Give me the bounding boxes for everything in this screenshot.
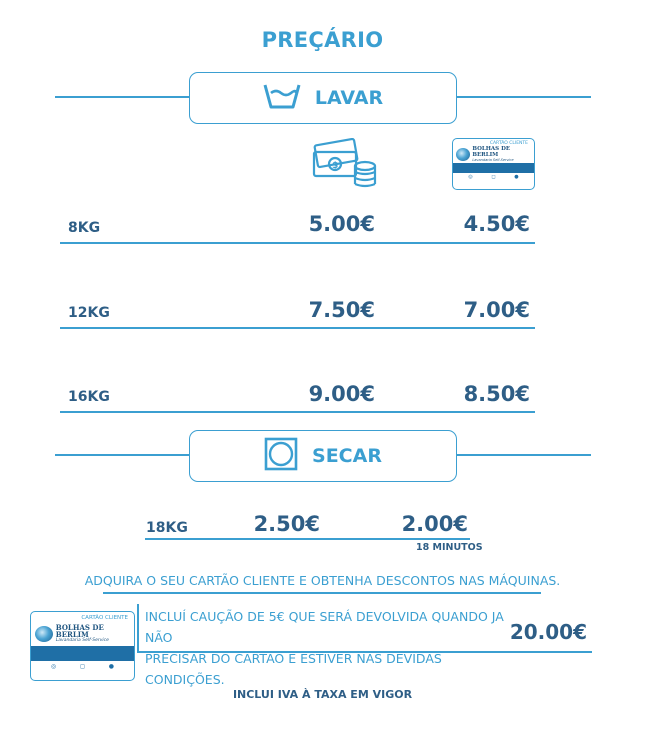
- card-price: 20.00€: [509, 620, 587, 644]
- client-card-image: [30, 611, 135, 681]
- price-12kg: 7.50€: [308, 298, 375, 322]
- card-info-band: [453, 163, 534, 173]
- vat-note: INCLUI IVA À TAXA EM VIGOR: [232, 688, 413, 701]
- section-divider-left: [55, 454, 190, 456]
- card-logo: [456, 148, 470, 161]
- web-icon: ◎: [50, 663, 57, 670]
- wash-tub-icon: [263, 82, 301, 114]
- client-card-image: [452, 138, 535, 190]
- card-info-band: [31, 646, 134, 661]
- row-divider: [60, 411, 535, 413]
- card-tagline: Lavandaria Self-Service: [55, 638, 109, 643]
- page-title: PREÇÁRIO: [261, 28, 384, 52]
- promo-text: ADQUIRA O SEU CARTÃO CLIENTE E OBTENHA DESCONTOS NAS MÁQUINAS.: [84, 573, 561, 588]
- deposit-line-2: PRECISAR DO CARTÃO E ESTIVER NAS DEVIDAS CONDIÇÕES.: [145, 651, 442, 687]
- row-divider: [145, 538, 470, 540]
- section-divider-right: [457, 96, 591, 98]
- facebook-icon: ●: [108, 663, 115, 670]
- row-label-8kg: 8KG: [68, 220, 101, 236]
- facebook-icon: ●: [514, 174, 519, 180]
- section-header-secar: [189, 430, 457, 482]
- card-header: CARTÃO CLIENTE: [489, 141, 528, 146]
- promo-underline: [103, 592, 541, 594]
- card-price-18kg: 2.00€: [401, 512, 468, 536]
- card-price-16kg: 8.50€: [463, 382, 530, 406]
- row-label-16kg: 16KG: [68, 389, 110, 405]
- section-label-lavar: LAVAR: [314, 87, 384, 109]
- card-tagline: Lavandaria Self-Service: [472, 158, 514, 162]
- card-price-8kg: 4.50€: [463, 212, 530, 236]
- tumble-dry-icon: [264, 437, 298, 475]
- cash-icon: [312, 138, 380, 194]
- card-brand: BOLHAS DE BERLIM: [472, 146, 511, 158]
- instagram-icon: ◻: [79, 663, 85, 670]
- deposit-note: [145, 606, 515, 690]
- card-price-12kg: 7.00€: [463, 298, 530, 322]
- price-18kg: 2.50€: [253, 512, 320, 536]
- section-divider-right: [457, 454, 591, 456]
- section-divider-left: [55, 96, 190, 98]
- web-icon: ◎: [468, 174, 473, 180]
- deposit-line-1: INCLUÍ CAUÇÃO DE 5€ QUE SERÁ DEVOLVIDA QUANDO JA NÃO: [145, 609, 504, 645]
- price-16kg: 9.00€: [308, 382, 375, 406]
- row-label-18kg: 18KG: [146, 520, 188, 536]
- row-divider: [60, 242, 535, 244]
- card-header: CARTÃO CLIENTE: [81, 615, 128, 621]
- card-brand: BOLHAS DE BERLIM: [55, 623, 104, 639]
- price-8kg: 5.00€: [308, 212, 375, 236]
- instagram-icon: ◻: [491, 174, 496, 180]
- section-header-lavar: [189, 72, 457, 124]
- svg-text:$: $: [332, 161, 339, 171]
- dry-duration: 18 MINUTOS: [416, 542, 483, 553]
- row-divider: [60, 327, 535, 329]
- row-label-12kg: 12KG: [68, 305, 110, 321]
- section-label-secar: SECAR: [312, 445, 382, 467]
- card-logo: [35, 626, 53, 642]
- deposit-left-border: [137, 604, 139, 652]
